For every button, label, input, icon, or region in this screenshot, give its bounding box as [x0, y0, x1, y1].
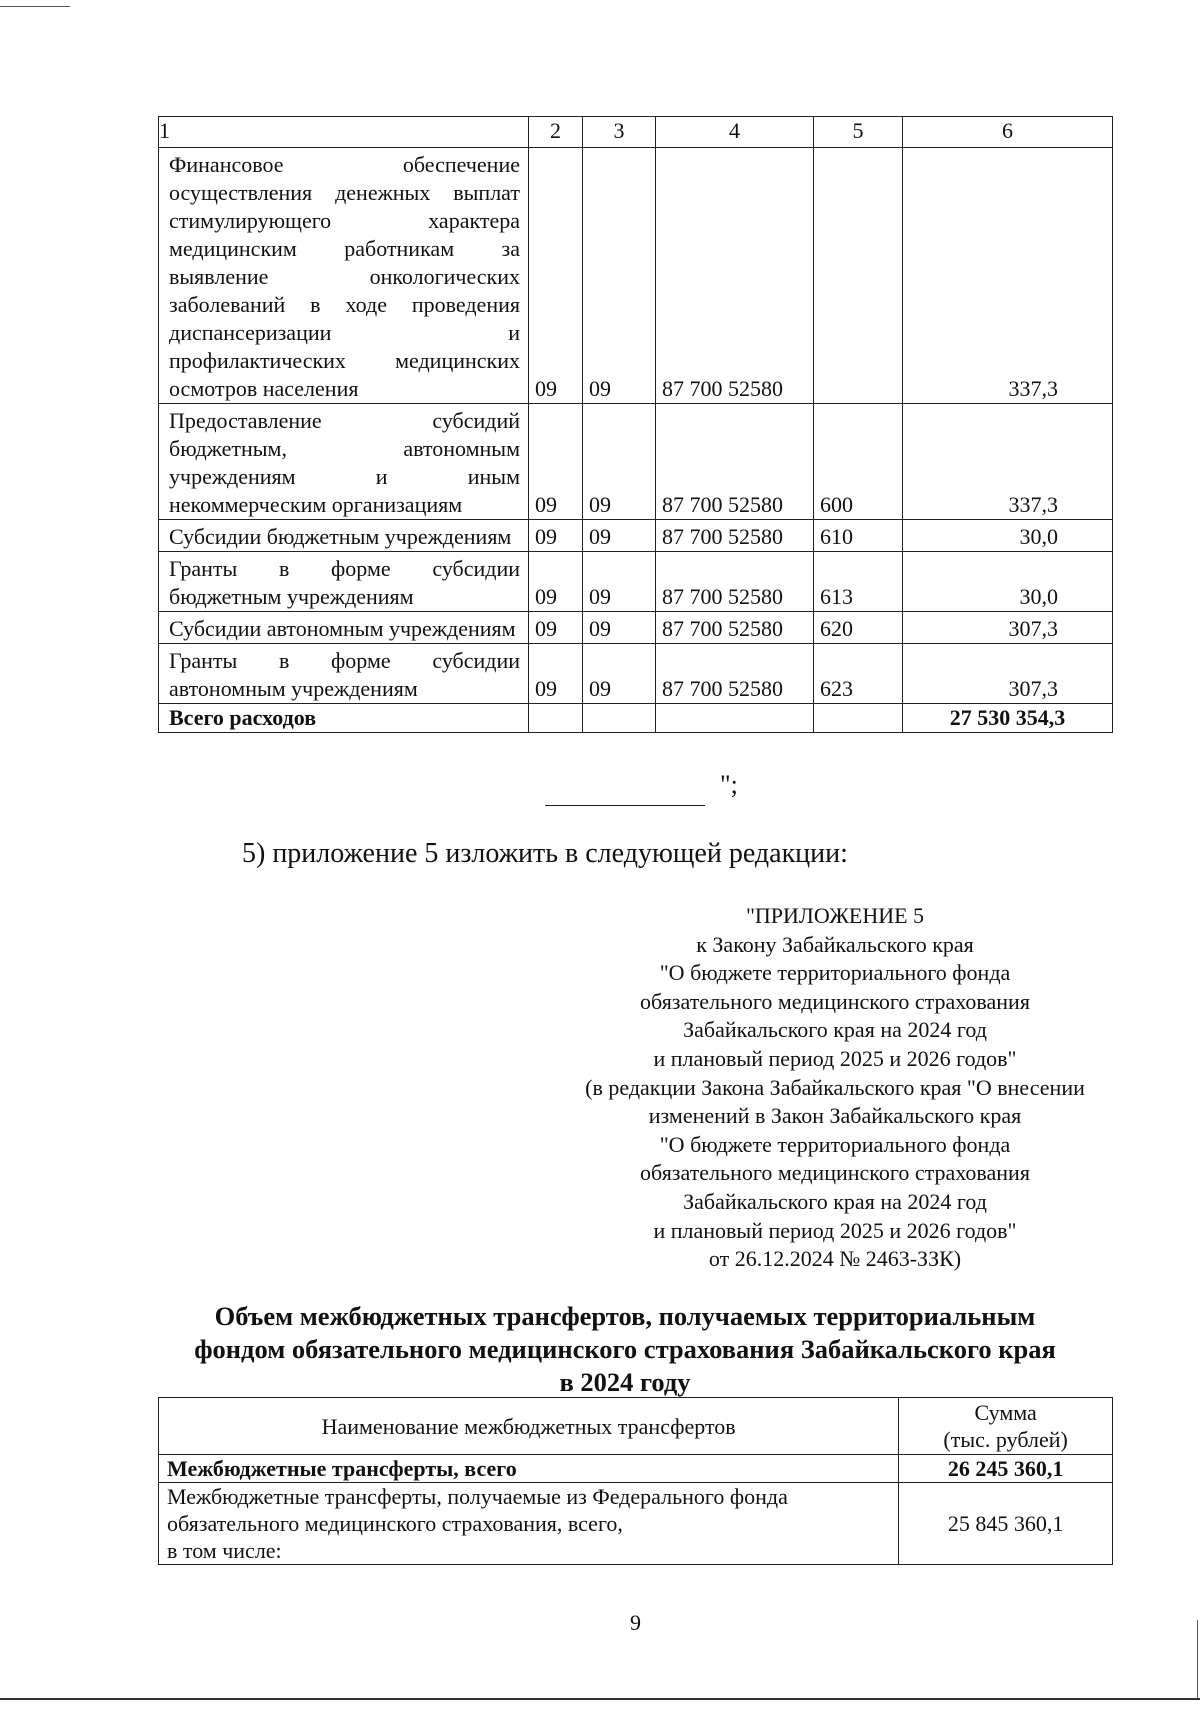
row-sum: 337,3: [903, 148, 1113, 404]
table-total-row: [159, 704, 1113, 733]
column-header: 2: [529, 117, 583, 148]
column-header: 5: [814, 117, 903, 148]
scan-edge-line: [1197, 1620, 1198, 1698]
row-sum: 30,0: [903, 520, 1113, 552]
table-row: [159, 1483, 1113, 1565]
row-subsection-code: 09: [583, 148, 656, 404]
appendix-line: "О бюджете территориального фонда: [659, 1131, 1011, 1157]
row-value: 25 845 360,1: [899, 1483, 1113, 1565]
row-expense-type: 613: [814, 552, 903, 612]
row-name: [159, 1483, 899, 1565]
row-target-code: 87 700 52580: [656, 552, 814, 612]
column-header: 3: [583, 117, 656, 148]
row-section-code: 09: [529, 404, 583, 520]
table-row: [159, 644, 1113, 704]
row-subsection-code: 09: [583, 520, 656, 552]
table-header-row: [159, 117, 1113, 148]
empty-cell: [656, 704, 814, 733]
appendix-line: Забайкальского края на 2024 год: [683, 1188, 987, 1214]
total-label: Всего расходов: [159, 704, 529, 733]
table-row: [159, 148, 1113, 404]
total-value: 27 530 354,3: [903, 704, 1113, 733]
row-subsection-code: 09: [583, 404, 656, 520]
column-header: 6: [903, 117, 1113, 148]
empty-cell: [814, 704, 903, 733]
expenses-table: [158, 116, 1113, 733]
row-section-code: 09: [529, 644, 583, 704]
appendix-line: (в редакции Закона Забайкальского края "О внесении: [585, 1074, 1085, 1100]
appendix-line: и плановый период 2025 и 2026 годов": [653, 1217, 1017, 1243]
appendix-line: Забайкальского края на 2024 год: [683, 1017, 987, 1043]
empty-cell: [583, 704, 656, 733]
table-header-row: [159, 1398, 1113, 1455]
row-section-code: 09: [529, 552, 583, 612]
scan-edge-line: [0, 1698, 1200, 1700]
row-target-code: 87 700 52580: [656, 148, 814, 404]
page-number: 9: [630, 1610, 641, 1635]
row-expense-type: 620: [814, 612, 903, 644]
closing-quote-mark: ";: [720, 770, 738, 799]
appendix-line: "О бюджете территориального фонда: [659, 960, 1011, 986]
appendix-line: обязательного медицинского страхования: [640, 988, 1030, 1014]
row-sum: 30,0: [903, 552, 1113, 612]
row-section-code: 09: [529, 520, 583, 552]
row-name-line: Межбюджетные трансферты, получаемые из Федерального фонда: [167, 1484, 788, 1509]
row-target-code: 87 700 52580: [656, 644, 814, 704]
table-row: [159, 520, 1113, 552]
appendix-line: изменений в Закон Забайкальского края: [648, 1103, 1022, 1129]
closing-underline: [545, 775, 705, 806]
table-row: [159, 404, 1113, 520]
transfers-table: [158, 1397, 1113, 1565]
row-target-code: 87 700 52580: [656, 520, 814, 552]
row-expense-type: 600: [814, 404, 903, 520]
column-header-sum: [899, 1398, 1113, 1455]
appendix-line: к Закону Забайкальского края: [696, 931, 974, 957]
row-name: Гранты в форме субсидии бюджетным учреждениям: [159, 552, 529, 612]
appendix-header: [540, 902, 1130, 1274]
row-target-code: 87 700 52580: [656, 404, 814, 520]
row-name: Субсидии бюджетным учреждениям: [159, 520, 529, 552]
row-name-line: в том числе:: [167, 1538, 282, 1563]
table-total-row: [159, 1455, 1113, 1483]
total-value: 26 245 360,1: [899, 1455, 1113, 1483]
appendix-line: от 26.12.2024 № 2463-ЗЗК): [708, 1246, 962, 1272]
row-sum: 307,3: [903, 644, 1113, 704]
row-name: Субсидии автономным учреждениям: [159, 612, 529, 644]
row-expense-type: 623: [814, 644, 903, 704]
empty-cell: [529, 704, 583, 733]
appendix-line: обязательного медицинского страхования: [640, 1160, 1030, 1186]
section-title-line: Объем межбюджетных трансфертов, получаемых территориальным: [214, 1301, 1036, 1331]
table-row: [159, 612, 1113, 644]
row-expense-type: [814, 148, 903, 404]
table-row: [159, 552, 1113, 612]
row-name: Предоставление субсидий бюджетным, автономным учреждениям и иным некоммерческим организациям: [159, 404, 529, 520]
row-subsection-code: 09: [583, 644, 656, 704]
row-section-code: 09: [529, 148, 583, 404]
section-title-line: в 2024 году: [559, 1367, 691, 1397]
column-header-name: Наименование межбюджетных трансфертов: [159, 1398, 899, 1455]
instruction-text: 5) приложение 5 изложить в следующей редакции:: [242, 838, 848, 869]
row-sum: 307,3: [903, 612, 1113, 644]
row-section-code: 09: [529, 612, 583, 644]
row-subsection-code: 09: [583, 612, 656, 644]
row-name-line: обязательного медицинского страхования, всего,: [167, 1511, 623, 1536]
column-header: 4: [656, 117, 814, 148]
section-title-line: фондом обязательного медицинского страхования Забайкальского края: [194, 1334, 1056, 1364]
row-name: Гранты в форме субсидии автономным учреждениям: [159, 644, 529, 704]
scan-edge-line: [0, 6, 70, 7]
row-sum: 337,3: [903, 404, 1113, 520]
column-header: 1: [159, 117, 529, 148]
row-target-code: 87 700 52580: [656, 612, 814, 644]
column-header-sum-line: Сумма: [974, 1400, 1037, 1425]
appendix-line: "ПРИЛОЖЕНИЕ 5: [745, 903, 925, 928]
row-name: Финансовое обеспечение осуществления денежных выплат стимулирующего характера медицинским работникам за выявление онкологических заболеваний в ходе проведения диспансеризации и профилактических медицинских осмотров населения: [159, 148, 529, 404]
total-label: Межбюджетные трансферты, всего: [159, 1455, 899, 1483]
section-title: [150, 1300, 1100, 1399]
appendix-line: и плановый период 2025 и 2026 годов": [653, 1045, 1017, 1071]
column-header-sum-line: (тыс. рублей): [943, 1427, 1068, 1452]
row-subsection-code: 09: [583, 552, 656, 612]
row-expense-type: 610: [814, 520, 903, 552]
